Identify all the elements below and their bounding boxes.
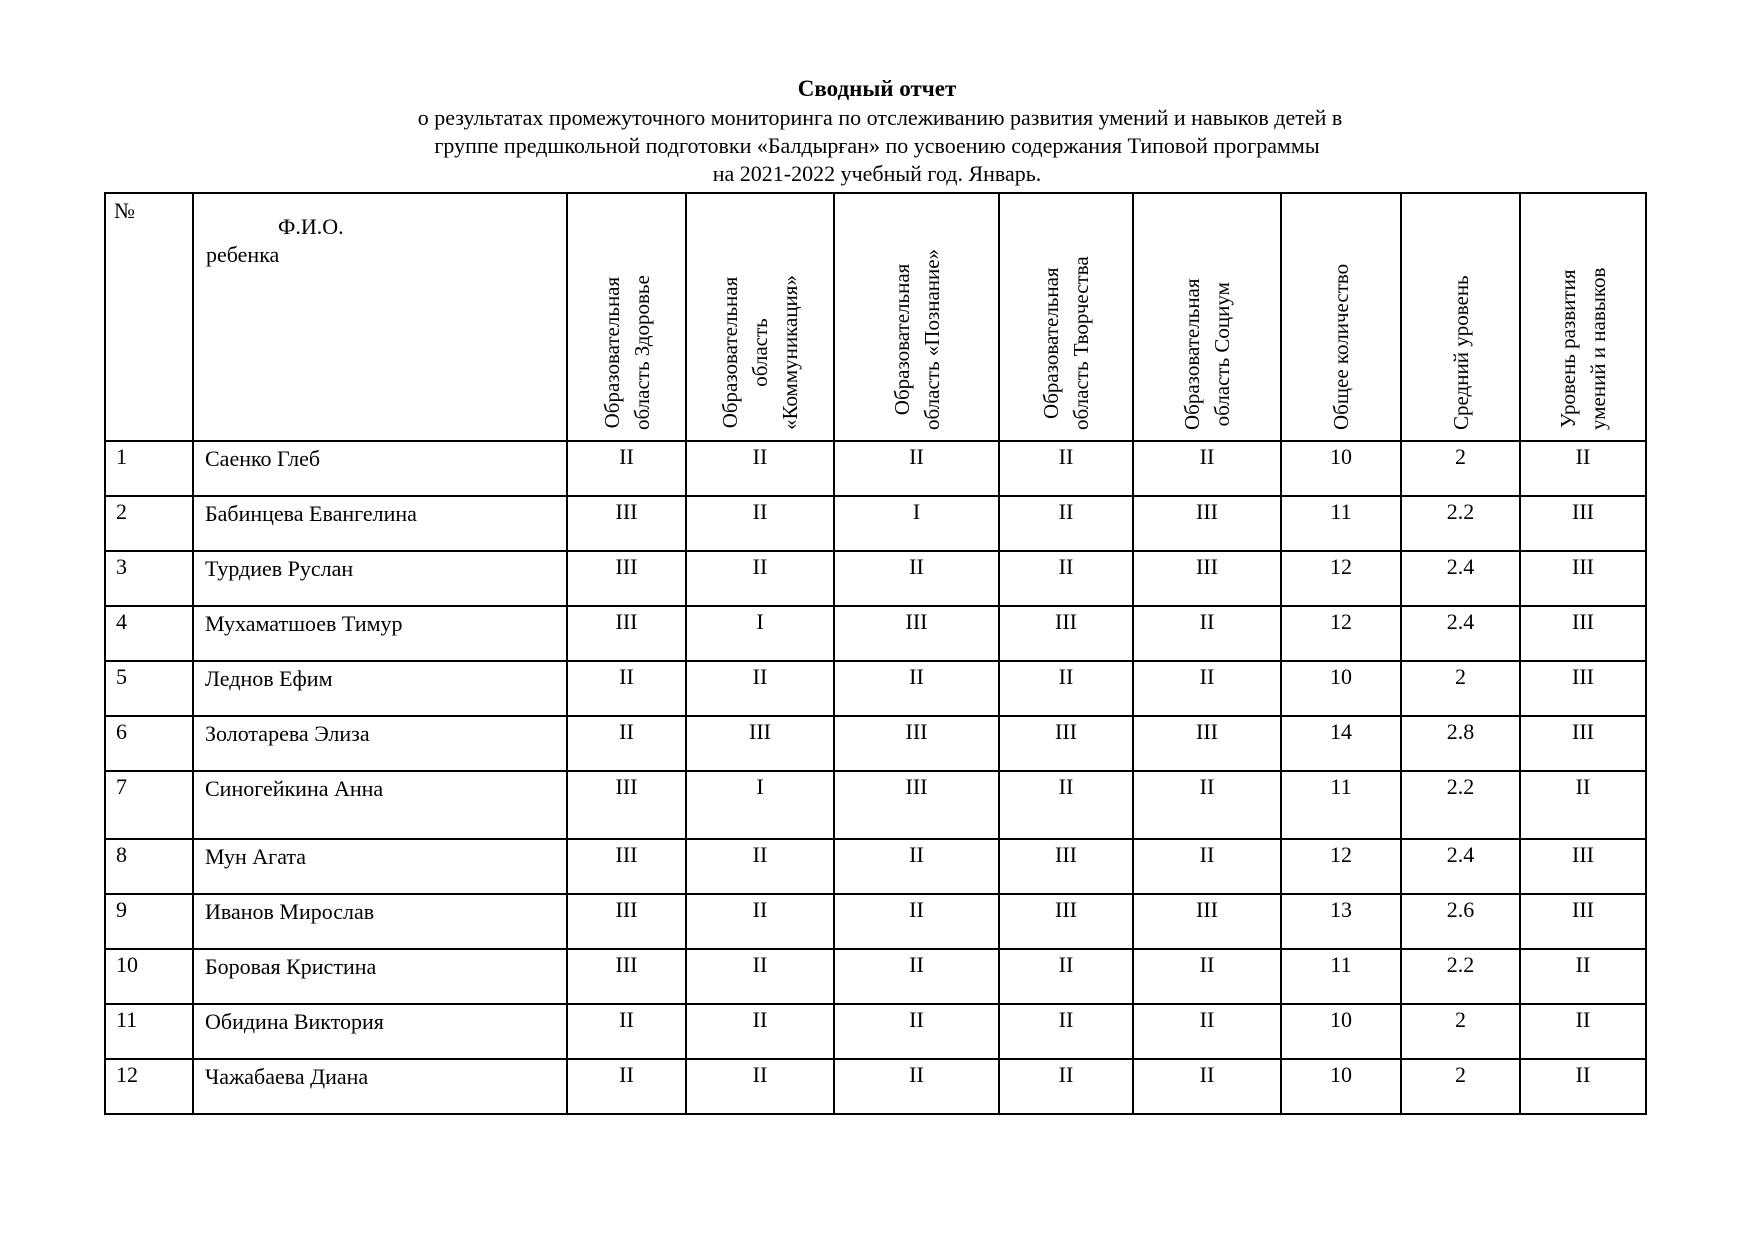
cell-average: 2.2 xyxy=(1401,771,1520,839)
cell-cognition: II xyxy=(834,839,999,894)
header-cognition-line: Образовательная xyxy=(889,263,914,416)
cell-creativity: III xyxy=(999,894,1133,949)
header-total-line: Общее количество xyxy=(1329,263,1353,430)
table-row xyxy=(105,716,1646,771)
header-fio-line2: ребенка xyxy=(206,242,280,267)
header-health-line: область Здоровье xyxy=(629,275,654,430)
cell-communication: II xyxy=(686,551,834,606)
child-name: Золотарева Элиза xyxy=(193,716,567,771)
cell-creativity: II xyxy=(999,1004,1133,1059)
cell-total: 12 xyxy=(1281,551,1401,606)
cell-cognition: I xyxy=(834,496,999,551)
cell-cognition: II xyxy=(834,441,999,496)
cell-cognition: II xyxy=(834,661,999,716)
child-name: Иванов Мирослав xyxy=(193,894,567,949)
row-number: 12 xyxy=(105,1059,193,1114)
cell-communication: II xyxy=(686,1059,834,1114)
cell-average: 2 xyxy=(1401,1004,1520,1059)
row-number: 10 xyxy=(105,949,193,1004)
cell-communication: II xyxy=(686,839,834,894)
cell-society: II xyxy=(1133,441,1281,496)
cell-creativity: III xyxy=(999,839,1133,894)
header-creativity xyxy=(999,193,1133,441)
cell-level: III xyxy=(1520,894,1646,949)
row-number: 6 xyxy=(105,716,193,771)
report-subtitle-line-3: на 2021-2022 учебный год. Январь. xyxy=(712,161,1042,186)
header-num: № xyxy=(105,193,193,441)
cell-total: 14 xyxy=(1281,716,1401,771)
cell-total: 12 xyxy=(1281,839,1401,894)
row-number: 8 xyxy=(105,839,193,894)
cell-society: II xyxy=(1133,1059,1281,1114)
header-society-line: область Социум xyxy=(1210,282,1234,427)
cell-average: 2 xyxy=(1401,1059,1520,1114)
cell-level: III xyxy=(1520,551,1646,606)
child-name: Обидина Виктория xyxy=(193,1004,567,1059)
row-number: 3 xyxy=(105,551,193,606)
table-row xyxy=(105,496,1646,551)
header-health-line: Образовательная xyxy=(599,276,624,429)
cell-level: III xyxy=(1520,716,1646,771)
cell-level: II xyxy=(1520,949,1646,1004)
child-name: Чажабаева Диана xyxy=(193,1059,567,1114)
table-row xyxy=(105,839,1646,894)
cell-society: II xyxy=(1133,839,1281,894)
header-average-line: Средний уровень xyxy=(1448,275,1473,430)
cell-society: III xyxy=(1133,716,1281,771)
child-name: Саенко Глеб xyxy=(193,441,567,496)
cell-health: II xyxy=(567,1004,686,1059)
cell-total: 11 xyxy=(1281,496,1401,551)
cell-level: III xyxy=(1520,661,1646,716)
table-row xyxy=(105,771,1646,839)
child-name: Синогейкина Анна xyxy=(193,771,567,839)
cell-society: II xyxy=(1133,771,1281,839)
cell-creativity: III xyxy=(999,606,1133,661)
cell-total: 10 xyxy=(1281,441,1401,496)
table-row xyxy=(105,1004,1646,1059)
cell-health: III xyxy=(567,606,686,661)
header-creativity-text xyxy=(1036,256,1096,430)
cell-cognition: II xyxy=(834,551,999,606)
cell-society: II xyxy=(1133,1004,1281,1059)
cell-total: 10 xyxy=(1281,1059,1401,1114)
child-name: Мун Агата xyxy=(193,839,567,894)
header-society xyxy=(1133,193,1281,441)
cell-level: II xyxy=(1520,1059,1646,1114)
cell-health: III xyxy=(567,551,686,606)
row-number: 7 xyxy=(105,771,193,839)
row-number: 2 xyxy=(105,496,193,551)
cell-average: 2.8 xyxy=(1401,716,1520,771)
header-average xyxy=(1401,193,1520,441)
cell-total: 13 xyxy=(1281,894,1401,949)
row-number: 1 xyxy=(105,441,193,496)
report-subtitle-line-2: группе предшкольной подготовки «Балдырған» по усвоению содержания Типовой программы xyxy=(434,133,1320,158)
cell-cognition: III xyxy=(834,771,999,839)
cell-total: 11 xyxy=(1281,771,1401,839)
cell-communication: I xyxy=(686,606,834,661)
cell-creativity: II xyxy=(999,771,1133,839)
cell-level: II xyxy=(1520,1004,1646,1059)
table-row xyxy=(105,606,1646,661)
cell-total: 10 xyxy=(1281,1004,1401,1059)
cell-health: III xyxy=(567,496,686,551)
cell-cognition: II xyxy=(834,949,999,1004)
header-fio xyxy=(193,193,567,441)
header-health xyxy=(567,193,686,441)
cell-level: II xyxy=(1520,771,1646,839)
cell-health: III xyxy=(567,894,686,949)
cell-average: 2.2 xyxy=(1401,496,1520,551)
child-name: Леднов Ефим xyxy=(193,661,567,716)
cell-average: 2.2 xyxy=(1401,949,1520,1004)
row-number: 9 xyxy=(105,894,193,949)
cell-health: II xyxy=(567,661,686,716)
header-total-text xyxy=(1326,264,1356,430)
cell-society: II xyxy=(1133,949,1281,1004)
table-row xyxy=(105,1059,1646,1114)
header-total xyxy=(1281,193,1401,441)
row-number: 11 xyxy=(105,1004,193,1059)
header-level-text xyxy=(1553,268,1613,430)
cell-total: 12 xyxy=(1281,606,1401,661)
cell-cognition: II xyxy=(834,1059,999,1114)
header-society-text xyxy=(1177,278,1237,430)
child-name: Боровая Кристина xyxy=(193,949,567,1004)
report-subtitle-line-1: о результатах промежуточного мониторинга по отслеживанию развития умений и навыков детей в xyxy=(417,105,1343,130)
cell-creativity: II xyxy=(999,661,1133,716)
cell-creativity: III xyxy=(999,716,1133,771)
cell-creativity: II xyxy=(999,496,1133,551)
cell-average: 2 xyxy=(1401,441,1520,496)
header-communication xyxy=(686,193,834,441)
cell-communication: II xyxy=(686,894,834,949)
report-title: Сводный отчет xyxy=(797,76,957,101)
header-level-line: умений и навыков xyxy=(1586,267,1610,430)
cell-communication: I xyxy=(686,771,834,839)
monitoring-table xyxy=(104,192,1647,1115)
cell-society: II xyxy=(1133,661,1281,716)
header-level-line: Уровень развития xyxy=(1556,269,1580,429)
cell-average: 2 xyxy=(1401,661,1520,716)
child-name: Турдиев Руслан xyxy=(193,551,567,606)
cell-health: III xyxy=(567,771,686,839)
header-cognition-line: область «Познание» xyxy=(919,248,944,430)
cell-communication: II xyxy=(686,1004,834,1059)
cell-health: II xyxy=(567,441,686,496)
row-number: 4 xyxy=(105,606,193,661)
header-health-text xyxy=(597,275,657,430)
header-communication-line: область xyxy=(748,318,772,387)
cell-cognition: II xyxy=(834,1004,999,1059)
cell-health: III xyxy=(567,839,686,894)
cell-society: III xyxy=(1133,551,1281,606)
header-communication-line: Образовательная xyxy=(718,276,742,429)
cell-total: 10 xyxy=(1281,661,1401,716)
child-name: Бабинцева Евангелина xyxy=(193,496,567,551)
header-level xyxy=(1520,193,1646,441)
header-communication-line: «Коммуникация» xyxy=(778,275,802,430)
header-society-line: Образовательная xyxy=(1180,278,1204,430)
cell-communication: II xyxy=(686,496,834,551)
table-body xyxy=(105,441,1646,1114)
cell-communication: III xyxy=(686,716,834,771)
cell-health: III xyxy=(567,949,686,1004)
cell-society: II xyxy=(1133,606,1281,661)
cell-communication: II xyxy=(686,441,834,496)
cell-average: 2.6 xyxy=(1401,894,1520,949)
cell-health: II xyxy=(567,1059,686,1114)
cell-communication: II xyxy=(686,661,834,716)
cell-level: II xyxy=(1520,441,1646,496)
cell-cognition: III xyxy=(834,716,999,771)
header-communication-text xyxy=(715,275,805,430)
cell-society: III xyxy=(1133,496,1281,551)
cell-society: III xyxy=(1133,894,1281,949)
cell-communication: II xyxy=(686,949,834,1004)
cell-creativity: II xyxy=(999,949,1133,1004)
cell-cognition: III xyxy=(834,606,999,661)
header-row xyxy=(105,193,1646,441)
table-row xyxy=(105,949,1646,1004)
cell-level: III xyxy=(1520,496,1646,551)
table-row xyxy=(105,441,1646,496)
row-number: 5 xyxy=(105,661,193,716)
cell-average: 2.4 xyxy=(1401,551,1520,606)
cell-level: III xyxy=(1520,606,1646,661)
cell-total: 11 xyxy=(1281,949,1401,1004)
table-row xyxy=(105,551,1646,606)
header-cognition xyxy=(834,193,999,441)
cell-creativity: II xyxy=(999,441,1133,496)
cell-average: 2.4 xyxy=(1401,839,1520,894)
header-creativity-line: область Творчества xyxy=(1069,256,1093,430)
child-name: Мухаматшоев Тимур xyxy=(193,606,567,661)
cell-health: II xyxy=(567,716,686,771)
table-row xyxy=(105,661,1646,716)
header-cognition-text xyxy=(887,249,947,430)
cell-level: III xyxy=(1520,839,1646,894)
cell-cognition: II xyxy=(834,894,999,949)
table-row xyxy=(105,894,1646,949)
header-average-text xyxy=(1446,275,1476,430)
header-creativity-line: Образовательная xyxy=(1039,267,1063,419)
cell-creativity: II xyxy=(999,1059,1133,1114)
cell-creativity: II xyxy=(999,551,1133,606)
cell-average: 2.4 xyxy=(1401,606,1520,661)
header-fio-line1: Ф.И.О. xyxy=(278,214,344,239)
